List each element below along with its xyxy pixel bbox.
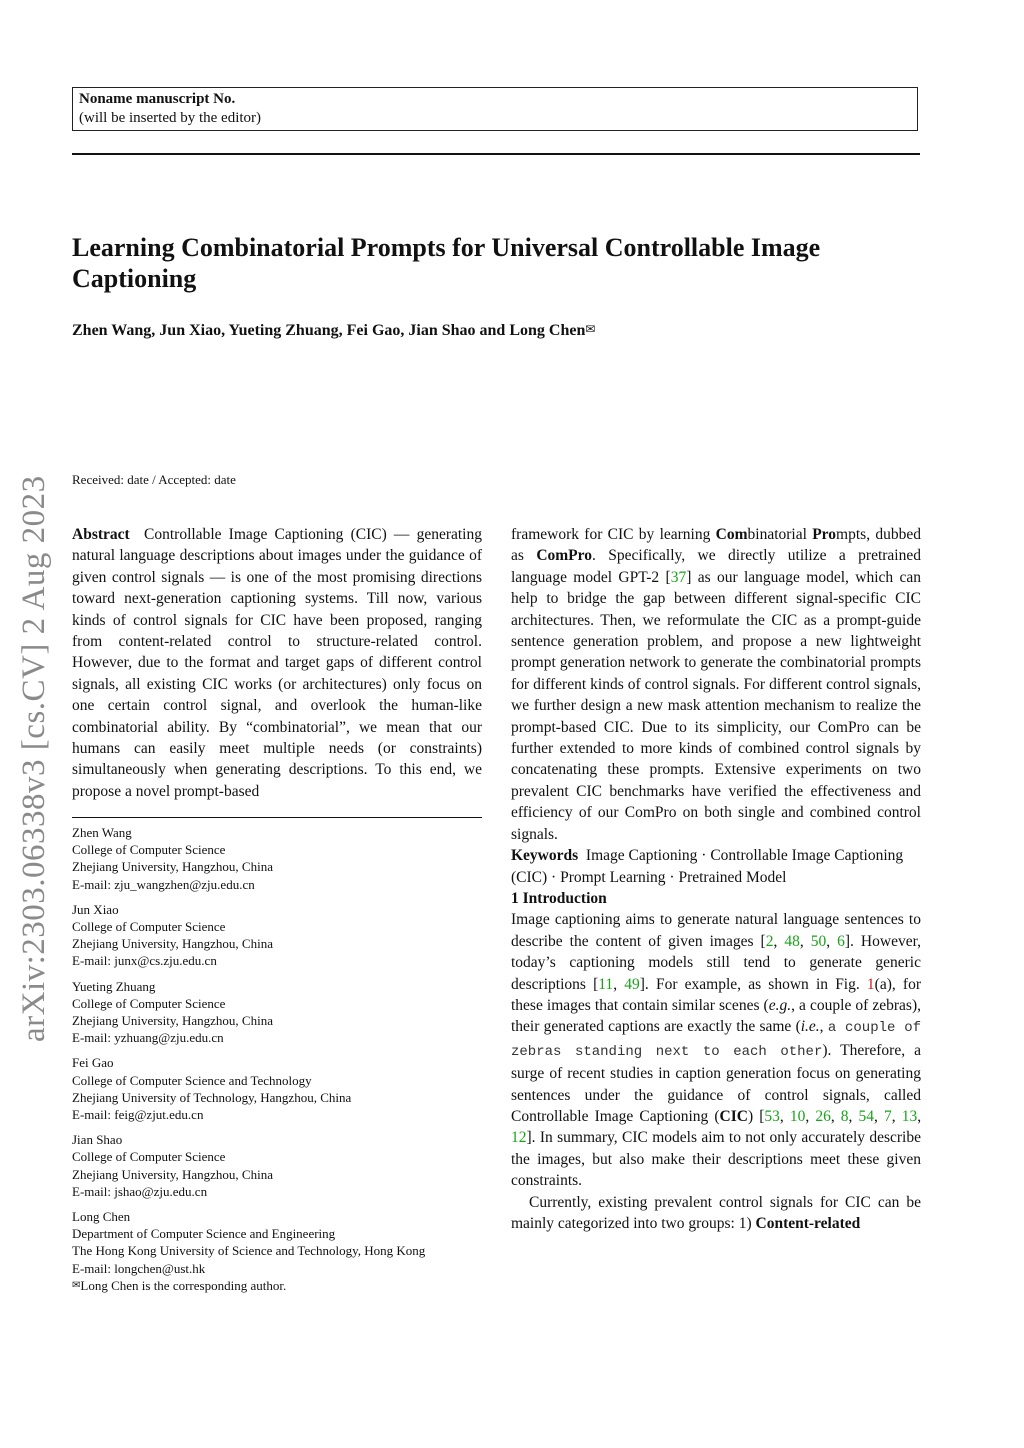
citation-link[interactable]: 53: [764, 1107, 780, 1125]
affiliation-block: [72, 824, 492, 893]
affiliation-dept: College of Computer Science: [72, 1149, 226, 1165]
affiliation-dept: College of Computer Science: [72, 842, 226, 858]
example-caption: a couple of zebras standing next to each other: [511, 1020, 921, 1060]
affiliation-block: [72, 901, 492, 970]
intro-paragraph-1: Image captioning aims to generate natural language sentences to describe the content of given images [2, 48, 50, 6]. However, today’s captioning models still tend to generate generic descriptions [11, 49]. For example, as shown in Fig. 1(a), for these images that contain similar scenes (e.g., a couple of zebras), their generated captions are exactly the same (i.e., a couple of zebras standing next to each other). Therefore, a surge of recent studies in caption generation focus on generating sentences under the guidance of control signals, called Controllable Image Captioning (CIC) [53, 10, 26, 8, 54, 7, 13, 12]. In summary, CIC models aim to not only accurately describe the images, but also make their descriptions meet these given constraints.: [511, 911, 922, 1190]
affiliation-dept: College of Computer Science and Technology: [72, 1072, 312, 1088]
right-column: [511, 524, 921, 1234]
affiliation-name: Zhen Wang: [72, 825, 132, 840]
affiliation-inst: Zhejiang University, Hangzhou, China: [72, 859, 273, 875]
keywords-heading: Keywords: [511, 847, 579, 865]
figure-link[interactable]: 1: [866, 975, 875, 993]
affiliation-inst: Zhejiang University, Hangzhou, China: [72, 936, 273, 952]
affiliation-inst: The Hong Kong University of Science and Technology, Hong Kong: [72, 1243, 426, 1259]
affiliations: [72, 824, 492, 1294]
citation-link[interactable]: 11: [598, 975, 614, 993]
citation-link[interactable]: 26: [815, 1107, 831, 1125]
citation-link[interactable]: 10: [789, 1107, 806, 1125]
affiliation-email: E-mail: longchen@ust.hk: [72, 1260, 206, 1276]
header-rule: [72, 153, 920, 155]
citation-link[interactable]: 48: [784, 932, 800, 950]
affiliation-inst: Zhejiang University of Technology, Hangzhou, China: [72, 1089, 352, 1105]
abstract-text-right: framework for CIC by learning Combinatorial Prompts, dubbed as ComPro. Specifically, we directly utilize a pretrained language model GPT-2 [37] as our language model, which can help to bridge the gap between different signal-specific CIC architectures. Then, we reformulate the CIC as a prompt-guide sentence generation problem, and propose a new lightweight prompt generation network to generate the combinatorial prompts for different kinds of control signals. For different control signals, we further design a new mask attention mechanism to realize the prompt-based CIC. Due to its simplicity, our ComPro can be further extended to more kinds of combined control signals by concatenating these prompts. Extensive experiments on two prevalent CIC benchmarks have verified the effectiveness and efficiency of our ComPro on both single and combined control signals.: [511, 526, 921, 843]
affiliation-block: [72, 978, 492, 1047]
citation-link[interactable]: 50: [810, 932, 827, 950]
affiliation-name: Jian Shao: [72, 1132, 123, 1148]
keywords-text: Image Captioning · Controllable Image Captioning (CIC) · Prompt Learning · Pretrained Model: [511, 847, 904, 886]
footnote-rule: [72, 817, 482, 818]
affiliation-email: E-mail: junx@cs.zju.edu.cn: [72, 953, 217, 969]
affiliation-dept: Department of Computer Science and Engineering: [72, 1226, 336, 1242]
received-date: Received: date / Accepted: date: [72, 472, 236, 487]
citation-link[interactable]: 54: [858, 1107, 874, 1125]
affiliation-email: E-mail: feig@zjut.edu.cn: [72, 1107, 204, 1123]
abstract-heading: Abstract: [72, 526, 130, 543]
abstract-left: [72, 524, 482, 802]
affiliation-inst: Zhejiang University, Hangzhou, China: [72, 1166, 273, 1182]
corresponding-note: [72, 1277, 492, 1294]
arxiv-stamp: arXiv:2303.06338v3 [cs.CV] 2 Aug 2023: [16, 475, 52, 1042]
affiliation-dept: College of Computer Science: [72, 995, 226, 1011]
intro-paragraph-2: Currently, existing prevalent control signals for CIC can be mainly categorized into two groups: 1) Content-related: [511, 1193, 921, 1232]
affiliation-inst: Zhejiang University, Hangzhou, China: [72, 1013, 273, 1029]
editor-note-box: [72, 87, 918, 131]
editor-note: (will be inserted by the editor): [79, 110, 262, 126]
section-heading-introduction: 1 Introduction: [511, 889, 607, 907]
abstract-text-left: Controllable Image Captioning (CIC) — generating natural language descriptions about images under the guidance of given control signals — is one of the most promising directions toward next-generation captioning systems. Till now, various kinds of control signals for CIC have been proposed, ranging from content-related control to structure-related control. However, due to the format and target gaps of different control signals, all existing CIC works (or architectures) only focus on one certain control signal, and overlook the human-like combinatorial ability. By “combinatorial”, we mean that our humans can easily meet multiple needs (or constraints) simultaneously when generating descriptions. To this end, we propose a novel prompt-based: [72, 526, 482, 800]
citation-link[interactable]: 2: [765, 932, 774, 950]
citation-link[interactable]: 12: [511, 1129, 527, 1147]
affiliation-name: Yueting Zhuang: [72, 978, 156, 994]
citation-link[interactable]: 7: [883, 1107, 892, 1125]
affiliation-name: Long Chen: [72, 1209, 131, 1225]
author-names: Zhen Wang, Jun Xiao, Yueting Zhuang, Fei Gao, Jian Shao and Long Chen: [72, 322, 586, 339]
affiliation-email: E-mail: jshao@zju.edu.cn: [72, 1183, 208, 1199]
corresponding-note-text: Long Chen is the corresponding author.: [80, 1277, 287, 1293]
affiliation-block: [72, 1208, 492, 1294]
citation-link[interactable]: 49: [624, 975, 640, 993]
paper-title: Learning Combinatorial Prompts for Universal Controllable Image Captioning: [72, 233, 821, 293]
affiliation-email: E-mail: zju_wangzhen@zju.edu.cn: [72, 876, 255, 892]
citation-link[interactable]: 6: [837, 932, 845, 950]
author-list: [72, 322, 595, 340]
keywords: [511, 845, 921, 888]
affiliation-block: [72, 1131, 492, 1200]
manuscript-number: Noname manuscript No.: [79, 91, 236, 107]
envelope-icon: ✉: [585, 322, 596, 336]
affiliation-email: E-mail: yzhuang@zju.edu.cn: [72, 1030, 224, 1046]
envelope-icon: ✉: [72, 1279, 81, 1291]
affiliation-name: Jun Xiao: [72, 901, 119, 917]
affiliation-name: Fei Gao: [72, 1055, 114, 1071]
affiliation-block: [72, 1054, 492, 1123]
citation-link[interactable]: 37: [670, 568, 687, 586]
citation-link[interactable]: 13: [901, 1107, 918, 1125]
citation-link[interactable]: 8: [840, 1107, 849, 1125]
affiliation-dept: College of Computer Science: [72, 919, 226, 935]
